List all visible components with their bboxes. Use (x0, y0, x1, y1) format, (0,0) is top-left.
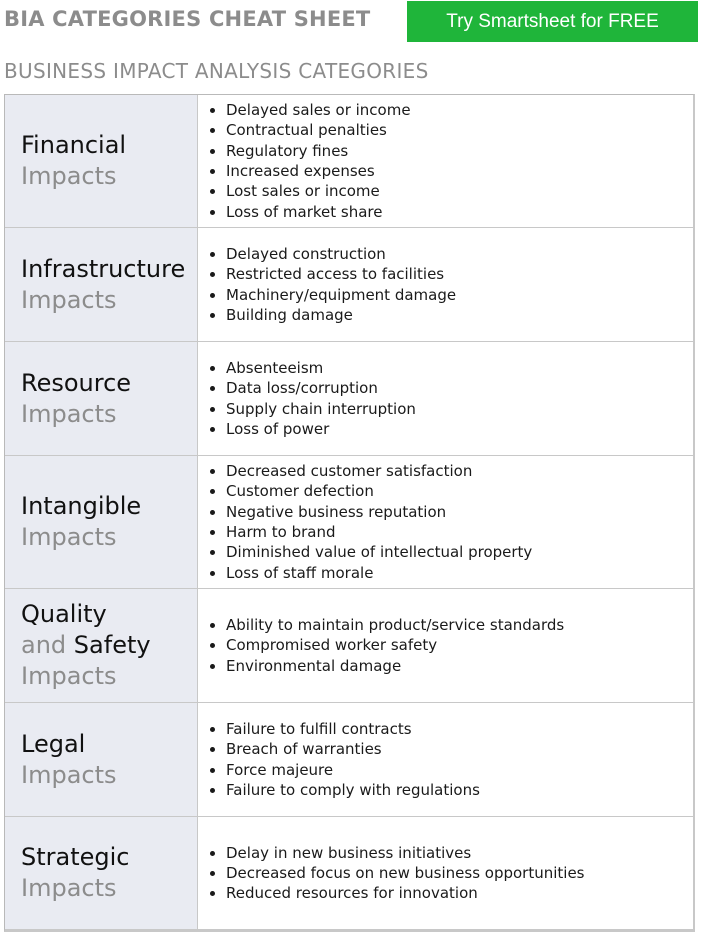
category-row-legal (5, 703, 693, 817)
impact-list-cell (198, 342, 693, 455)
list-item (210, 358, 693, 378)
bullet-icon (210, 664, 215, 669)
categories-table (4, 94, 695, 932)
list-item (210, 461, 693, 481)
bullet-icon (210, 189, 215, 194)
list-item-text: Reduced resources for innovation (226, 884, 478, 903)
list-item-text: Absenteeism (226, 358, 324, 377)
category-row-intangible (5, 456, 693, 589)
category-title-2: Safety (73, 631, 151, 659)
category-subtitle: Impacts (21, 662, 117, 690)
bullet-icon (210, 489, 215, 494)
list-item-text: Ability to maintain product/service standards (226, 616, 565, 635)
impact-list (210, 615, 693, 676)
impact-list-cell (198, 703, 693, 816)
list-item (210, 161, 693, 181)
impact-list (210, 100, 693, 222)
list-item-text: Failure to fulfill contracts (226, 719, 412, 738)
list-item-text: Restricted access to facilities (226, 265, 445, 284)
list-item (210, 542, 693, 562)
list-item (210, 305, 693, 325)
category-cell (5, 342, 198, 455)
category-cell (5, 228, 198, 341)
list-item-text: Regulatory fines (226, 141, 349, 160)
list-item-text: Loss of power (226, 419, 330, 438)
list-item-text: Delay in new business initiatives (226, 843, 472, 862)
list-item (210, 843, 693, 863)
category-subtitle: Impacts (21, 162, 117, 190)
impact-list-cell (198, 228, 693, 341)
category-title-line-2 (21, 630, 197, 661)
list-item-text: Loss of staff morale (226, 563, 374, 582)
category-title: Resource (21, 368, 132, 397)
bullet-icon (210, 293, 215, 298)
bullet-icon (210, 128, 215, 133)
bullet-icon (210, 210, 215, 215)
list-item-text: Delayed sales or income (226, 101, 411, 120)
bullet-icon (210, 768, 215, 773)
list-item (210, 285, 693, 305)
bullet-icon (210, 851, 215, 856)
list-item (210, 502, 693, 522)
bullet-icon (210, 407, 215, 412)
list-item (210, 563, 693, 583)
impact-list-cell (198, 589, 693, 702)
impact-list-cell (198, 456, 693, 588)
try-smartsheet-button[interactable]: Try Smartsheet for FREE (407, 1, 698, 42)
bullet-icon (210, 272, 215, 277)
bullet-icon (210, 427, 215, 432)
category-subtitle: Impacts (21, 285, 117, 314)
impact-list (210, 719, 693, 800)
list-item-text: Decreased focus on new business opportunities (226, 863, 585, 882)
impact-list (210, 358, 693, 439)
list-item-text: Decreased customer satisfaction (226, 462, 473, 481)
list-item (210, 739, 693, 759)
category-row-resource (5, 342, 693, 456)
list-item-text: Compromised worker safety (226, 636, 438, 655)
bullet-icon (210, 386, 215, 391)
list-item (210, 181, 693, 201)
list-item-text: Delayed construction (226, 244, 386, 263)
list-item (210, 378, 693, 398)
bullet-icon (210, 252, 215, 257)
list-item-text: Increased expenses (226, 162, 375, 180)
list-item-text: Loss of market share (226, 202, 383, 221)
bullet-icon (210, 149, 215, 154)
category-cell (5, 95, 198, 227)
category-title: Quality (21, 600, 107, 628)
category-cell (5, 589, 198, 702)
bullet-icon (210, 891, 215, 896)
list-item-text: Lost sales or income (226, 182, 380, 201)
list-item (210, 780, 693, 800)
bullet-icon (210, 871, 215, 876)
category-title: Strategic (21, 843, 130, 871)
list-item (210, 522, 693, 542)
page-title: BIA CATEGORIES CHEAT SHEET (4, 7, 371, 31)
bullet-icon (210, 108, 215, 113)
category-row-quality-safety (5, 589, 693, 703)
list-item (210, 615, 693, 635)
bullet-icon (210, 550, 215, 555)
category-title: Financial (21, 131, 127, 159)
list-item-text: Harm to brand (226, 523, 336, 541)
category-title: Infrastructure (21, 254, 186, 283)
section-subtitle: BUSINESS IMPACT ANALYSIS CATEGORIES (4, 59, 429, 83)
category-title: Intangible (21, 492, 142, 520)
list-item (210, 481, 693, 501)
list-item (210, 863, 693, 883)
category-row-infrastructure (5, 228, 693, 342)
list-item-text: Supply chain interruption (226, 399, 416, 418)
bullet-icon (210, 623, 215, 628)
category-title: Legal (21, 729, 86, 758)
bullet-icon (210, 727, 215, 732)
list-item (210, 635, 693, 655)
list-item-text: Environmental damage (226, 656, 402, 675)
list-item-text: Customer defection (226, 482, 374, 501)
category-subtitle: Impacts (21, 760, 117, 789)
bullet-icon (210, 788, 215, 793)
list-item (210, 419, 693, 439)
category-subtitle: Impacts (21, 874, 117, 902)
bullet-icon (210, 469, 215, 474)
list-item-text: Machinery/equipment damage (226, 285, 457, 304)
bullet-icon (210, 747, 215, 752)
list-item (210, 120, 693, 140)
category-subtitle: Impacts (21, 523, 117, 551)
list-item (210, 141, 693, 161)
list-item-text: Diminished value of intellectual property (226, 543, 533, 562)
list-item-text: Building damage (226, 305, 353, 324)
list-item (210, 264, 693, 284)
bullet-icon (210, 366, 215, 371)
list-item (210, 719, 693, 739)
impact-list-cell (198, 95, 693, 227)
list-item-text: Contractual penalties (226, 121, 387, 140)
bullet-icon (210, 571, 215, 576)
category-cell (5, 817, 198, 929)
list-item-text: Breach of warranties (226, 740, 382, 759)
impact-list-cell (198, 817, 693, 929)
list-item-text: Negative business reputation (226, 502, 447, 521)
impact-list (210, 461, 693, 583)
list-item (210, 399, 693, 419)
list-item-text: Failure to comply with regulations (226, 780, 480, 799)
list-item (210, 760, 693, 780)
bullet-icon (210, 510, 215, 515)
impact-list (210, 244, 693, 325)
category-and: and (21, 631, 67, 659)
category-row-strategic (5, 817, 693, 929)
list-item-text: Force majeure (226, 760, 334, 779)
bullet-icon (210, 313, 215, 318)
bullet-icon (210, 169, 215, 174)
category-row-financial (5, 95, 693, 228)
bullet-icon (210, 530, 215, 535)
category-cell (5, 456, 198, 588)
list-item (210, 100, 693, 120)
category-subtitle: Impacts (21, 399, 117, 428)
category-cell (5, 703, 198, 816)
impact-list (210, 843, 693, 904)
list-item-text: Data loss/corruption (226, 379, 378, 398)
list-item (210, 244, 693, 264)
bullet-icon (210, 643, 215, 648)
list-item (210, 883, 693, 903)
list-item (210, 656, 693, 676)
list-item (210, 202, 693, 222)
